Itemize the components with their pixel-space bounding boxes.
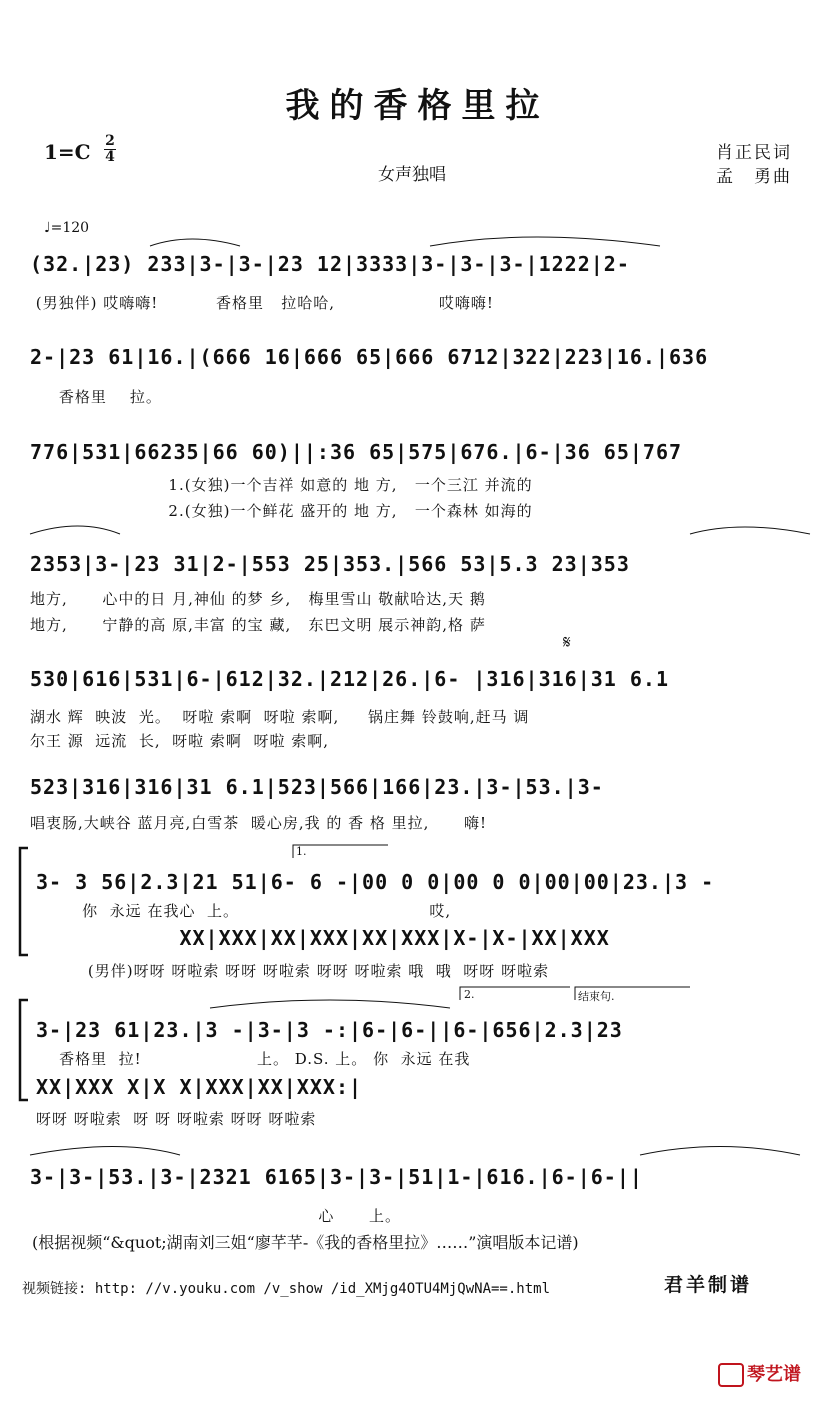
lyrics-row-6: 唱衷肠,大峡谷 蓝月亮,白雪茶 暖心房,我 的 香 格 里拉, 嗨!: [30, 814, 488, 832]
lyrics-row-8-accompaniment: 呀呀 呀啦索 呀 呀 呀啦索 呀呀 呀啦索: [36, 1110, 317, 1128]
ending-final-bracket: [575, 987, 690, 1000]
lyrics-row-1: (男独伴) 哎嗨嗨! 香格里 拉哈哈, 哎嗨嗨!: [30, 294, 494, 312]
ending-final-label: 结束句.: [578, 990, 615, 1003]
lyrics-row-3-verse-2: 2.(女独)一个鲜花 盛开的 地 方, 一个森林 如海的: [30, 502, 533, 520]
score-row-2: 2-|23 61|16.|(666 16|666 65|666 6712|322|223|16.|636: [30, 345, 709, 369]
score-row-3: 776|531|66235|66 60)||:36 65|575|676.|6-|36 65|767: [30, 440, 683, 464]
slur: [640, 1147, 800, 1156]
lyrics-row-5-verse-2: 尔王 源 远流 长, 呀啦 索啊 呀啦 索啊,: [30, 732, 329, 750]
lyrics-row-5-verse-1: 湖水 辉 映波 光。 呀啦 索啊 呀啦 索啊, 锅庄舞 铃鼓响,赶马 调: [30, 708, 530, 726]
lyricist: 肖正民词: [716, 143, 792, 163]
ending-1-bracket: [293, 845, 388, 858]
slur: [150, 239, 240, 246]
slur: [30, 1147, 180, 1156]
time-top: 2: [105, 133, 115, 149]
lyrics-row-9: 心 上。: [30, 1207, 402, 1225]
transcriber-signature: 君羊制谱: [664, 1274, 753, 1296]
ending-2-label: 2.: [464, 988, 475, 1001]
lyrics-row-2: 香格里 拉。: [30, 388, 162, 406]
ending-2-bracket: [460, 987, 570, 1000]
voice-type: 女声独唱: [378, 165, 446, 185]
brand-icon: [718, 1363, 744, 1387]
slur: [690, 527, 810, 534]
score-row-8: 3-|23 61|23.|3 -|3-|3 -:|6-|6-||6-|656|2.3|23: [36, 1018, 623, 1042]
composer: 孟 勇曲: [716, 167, 792, 187]
system-bracket-1: [20, 848, 28, 955]
score-row-7-accompaniment: XX|XXX|XX|XXX|XX|XXX|X-|X-|XX|XXX: [36, 926, 610, 950]
brand-logo: [718, 1360, 801, 1387]
lyrics-row-7-accompaniment: (男伴)呀呀 呀啦索 呀呀 呀啦索 呀呀 呀啦索 哦 哦 呀呀 呀啦索: [36, 962, 550, 980]
score-row-9: 3-|3-|53.|3-|2321 6165|3-|3-|51|1-|616.|6-|6-||: [30, 1165, 643, 1189]
score-row-8-accompaniment: XX|XXX X|X X|XXX|XX|XXX:|: [36, 1075, 363, 1099]
lyrics-row-4-verse-2: 地方, 宁静的高 原,丰富 的宝 藏, 东巴文明 展示神韵,格 萨: [30, 616, 486, 634]
page-title: 我的香格里拉: [285, 86, 550, 126]
lyrics-row-8: 香格里 拉! 上。 D.S. 上。 你 永远 在我: [36, 1050, 471, 1068]
score-row-1: (32.|23) 233|3-|3-|23 12|3333|3-|3-|3-|1222|2-: [30, 252, 630, 276]
time-bottom: 4: [105, 149, 115, 165]
slur: [210, 1000, 450, 1008]
lyrics-row-3-verse-1: 1.(女独)一个吉祥 如意的 地 方, 一个三江 并流的: [30, 476, 533, 494]
score-row-5: 530|616|531|6-|612|32.|212|26.|6- |316|316|31 6.1: [30, 667, 670, 691]
score-row-4: 2353|3-|23 31|2-|553 25|353.|566 53|5.3 23|353: [30, 552, 630, 576]
ending-1-label: 1.: [296, 845, 307, 858]
video-link: 视频链接: http: //v.youku.com /v_show /id_XMjg4OTU4MjQwNA==.html: [22, 1281, 551, 1297]
system-bracket-2: [20, 1000, 28, 1100]
lyrics-row-4-verse-1: 地方, 心中的日 月,神仙 的梦 乡, 梅里雪山 敬献哈达,天 鹅: [30, 590, 486, 608]
segno-mark: 𝄋: [563, 632, 571, 653]
score-row-7: 3- 3 56|2.3|21 51|6- 6 -|00 0 0|00 0 0|00|00|23.|3 -: [36, 870, 715, 894]
brand-name: 琴艺谱: [747, 1364, 801, 1385]
lyrics-row-7: 你 永远 在我心 上。 哎,: [36, 902, 452, 920]
slur: [30, 526, 120, 534]
score-row-6: 523|316|316|31 6.1|523|566|166|23.|3-|53.|3-: [30, 775, 604, 799]
slur: [430, 237, 660, 246]
tempo-marking: ♩=120: [44, 220, 90, 236]
source-note: (根据视频“&quot;湖南刘三姐“廖芊芊-《我的香格里拉》……”演唱版本记谱): [32, 1233, 579, 1252]
key-signature: 1=C: [44, 140, 91, 164]
